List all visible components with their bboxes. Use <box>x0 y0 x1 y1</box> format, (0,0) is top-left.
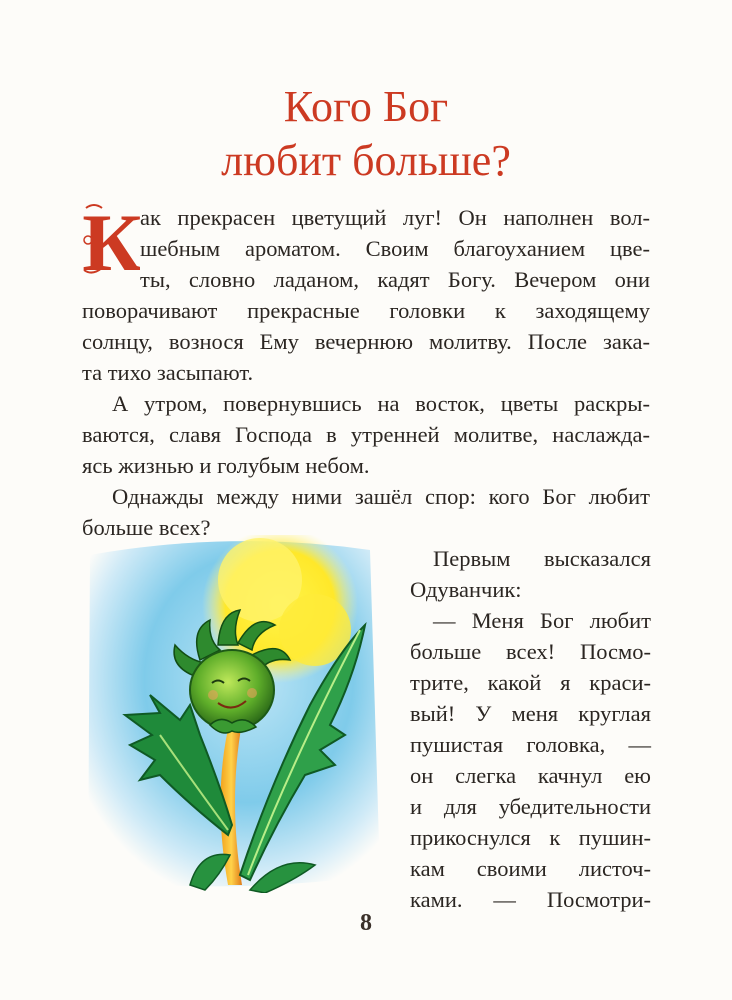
text-line: трите, какой я краси- <box>410 670 651 695</box>
text-line: пушистая головка, — <box>410 732 651 757</box>
text-line: он слегка качнул ею <box>410 763 651 788</box>
text-line: — Меня Бог любит <box>433 608 651 633</box>
text-line: А утром, повернувшись на восток, цветы раскры- <box>112 391 650 416</box>
text-line: та тихо засыпают. <box>82 360 254 385</box>
text-line: Однажды между ними зашёл спор: кого Бог любит <box>112 484 650 509</box>
text-line: солнцу, вознося Ему вечернюю молитву. После зака- <box>82 329 650 354</box>
text-line: ками. — Посмотри- <box>410 887 651 912</box>
dandelion-illustration <box>80 535 382 893</box>
text-line: поворачивают прекрасные головки к заходящему <box>82 298 650 323</box>
drop-cap-letter: К <box>82 200 140 278</box>
text-line: и для убедительности <box>410 794 651 819</box>
text-line: Одуванчик: <box>410 577 522 602</box>
page-number: 8 <box>360 910 372 936</box>
text-line: Первым высказался <box>433 546 651 571</box>
text-line: больше всех! Посмо- <box>410 639 651 664</box>
drop-cap <box>80 200 140 278</box>
title-line-1: Кого Бог <box>283 82 449 131</box>
text-line: ты, словно ладаном, кадят Богу. Вечером они <box>140 267 650 292</box>
page-title <box>0 80 732 188</box>
text-line: шебным ароматом. Своим благоуханием цве- <box>140 236 650 261</box>
text-line: ясь жизнью и голубым небом. <box>82 453 370 478</box>
text-line: прикоснулся к пушин- <box>410 825 651 850</box>
text-line: кам своими листоч- <box>410 856 651 881</box>
text-line: больше всех? <box>82 515 211 540</box>
text-line: ак прекрасен цветущий луг! Он наполнен вол- <box>140 205 650 230</box>
text-line: ваются, славя Господа в утренней молитве, наслажда- <box>82 422 650 447</box>
title-line-2: любит больше? <box>221 136 511 185</box>
text-line: вый! У меня круглая <box>410 701 651 726</box>
